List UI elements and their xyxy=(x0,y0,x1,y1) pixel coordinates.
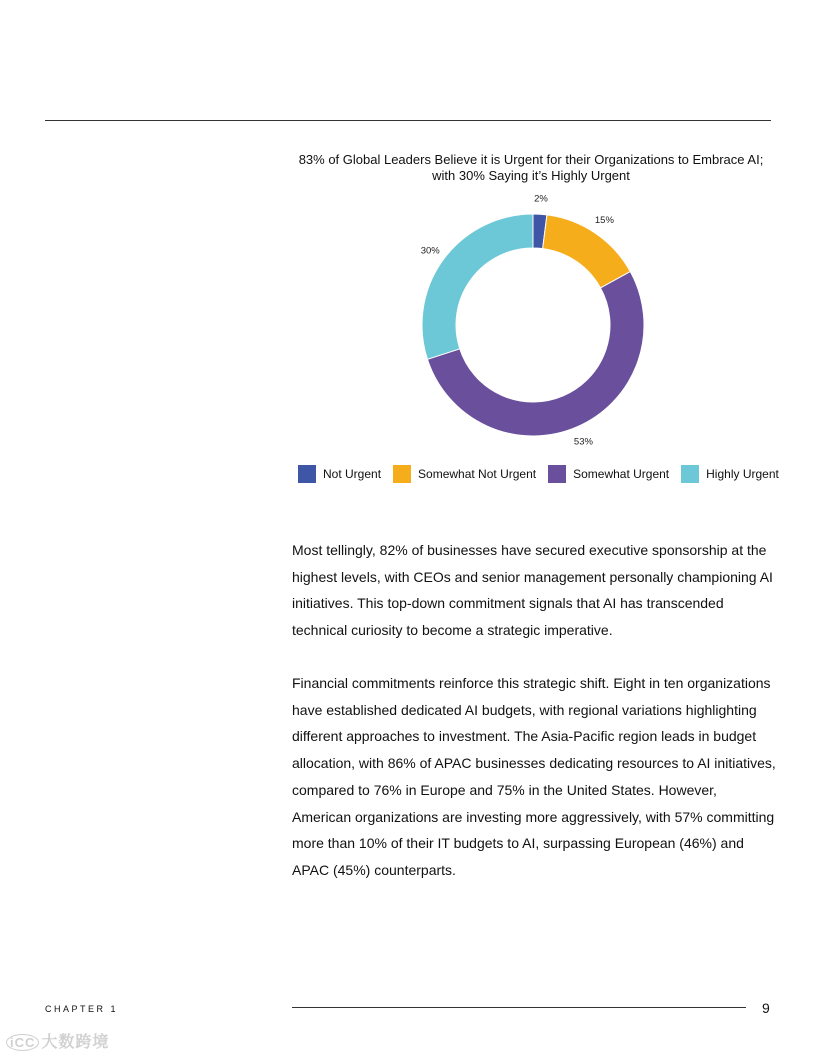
legend-label-not-urgent: Not Urgent xyxy=(323,467,382,481)
legend-swatch-somewhat-not-urgent xyxy=(393,465,411,483)
data-label-not-urgent: 2% xyxy=(534,193,548,205)
legend-label-somewhat-not-urgent: Somewhat Not Urgent xyxy=(418,467,537,481)
body-paragraph-2: Financial commitments reinforce this strategic shift. Eight in ten organizations have established dedicated AI budgets, with regional variations highlighting different approaches to investment. The Asia-Pacific region leads in budget allocation, with 86% of APAC businesses dedicating resources to AI initiatives, compared to 76% in Europe and 75% in the United States. However, American organizations are investing more aggressively, with 57% committing more than 10% of their IT budgets to AI, surpassing European (46%) and APAC (45%) counterparts. xyxy=(292,675,776,878)
watermark-logo-icon: iCC xyxy=(6,1034,39,1051)
chart-title-line-2: with 30% Saying it’s Highly Urgent xyxy=(432,168,630,183)
donut-chart xyxy=(385,190,685,450)
chart-title-line-1: 83% of Global Leaders Believe it is Urgent for their Organizations to Embrace AI; xyxy=(298,152,764,167)
data-label-somewhat-not-urgent: 15% xyxy=(594,214,614,226)
footer-divider xyxy=(292,1007,746,1008)
legend-item-somewhat-not-urgent xyxy=(393,465,536,483)
body-paragraph-1: Most tellingly, 82% of businesses have secured executive sponsorship at the highest levels, with CEOs and senior management personally championing AI initiatives. This top-down commitment signals that AI has transcended technical curiosity to become a strategic imperative. xyxy=(292,542,773,639)
header-divider xyxy=(45,120,771,121)
chapter-label: CHAPTER 1 xyxy=(45,1004,119,1014)
data-label-highly-urgent: 30% xyxy=(420,245,440,257)
legend-item-highly-urgent xyxy=(681,465,779,483)
watermark xyxy=(6,1029,109,1052)
legend-swatch-highly-urgent xyxy=(681,465,699,483)
legend-swatch-somewhat-urgent xyxy=(548,465,566,483)
legend-swatch-not-urgent xyxy=(298,465,316,483)
legend-label-somewhat-urgent: Somewhat Urgent xyxy=(573,467,670,481)
page-number: 9 xyxy=(762,1000,770,1016)
legend-item-somewhat-urgent xyxy=(548,465,669,483)
legend-item-not-urgent xyxy=(298,465,381,483)
chart-legend xyxy=(298,465,779,483)
watermark-text: 大数跨境 xyxy=(41,1034,110,1051)
legend-label-highly-urgent: Highly Urgent xyxy=(706,467,779,481)
donut-slice-somewhat-not-urgent xyxy=(543,215,631,288)
donut-slice-highly-urgent xyxy=(422,214,533,359)
chart-title xyxy=(285,152,777,184)
data-label-somewhat-urgent: 53% xyxy=(573,436,593,448)
